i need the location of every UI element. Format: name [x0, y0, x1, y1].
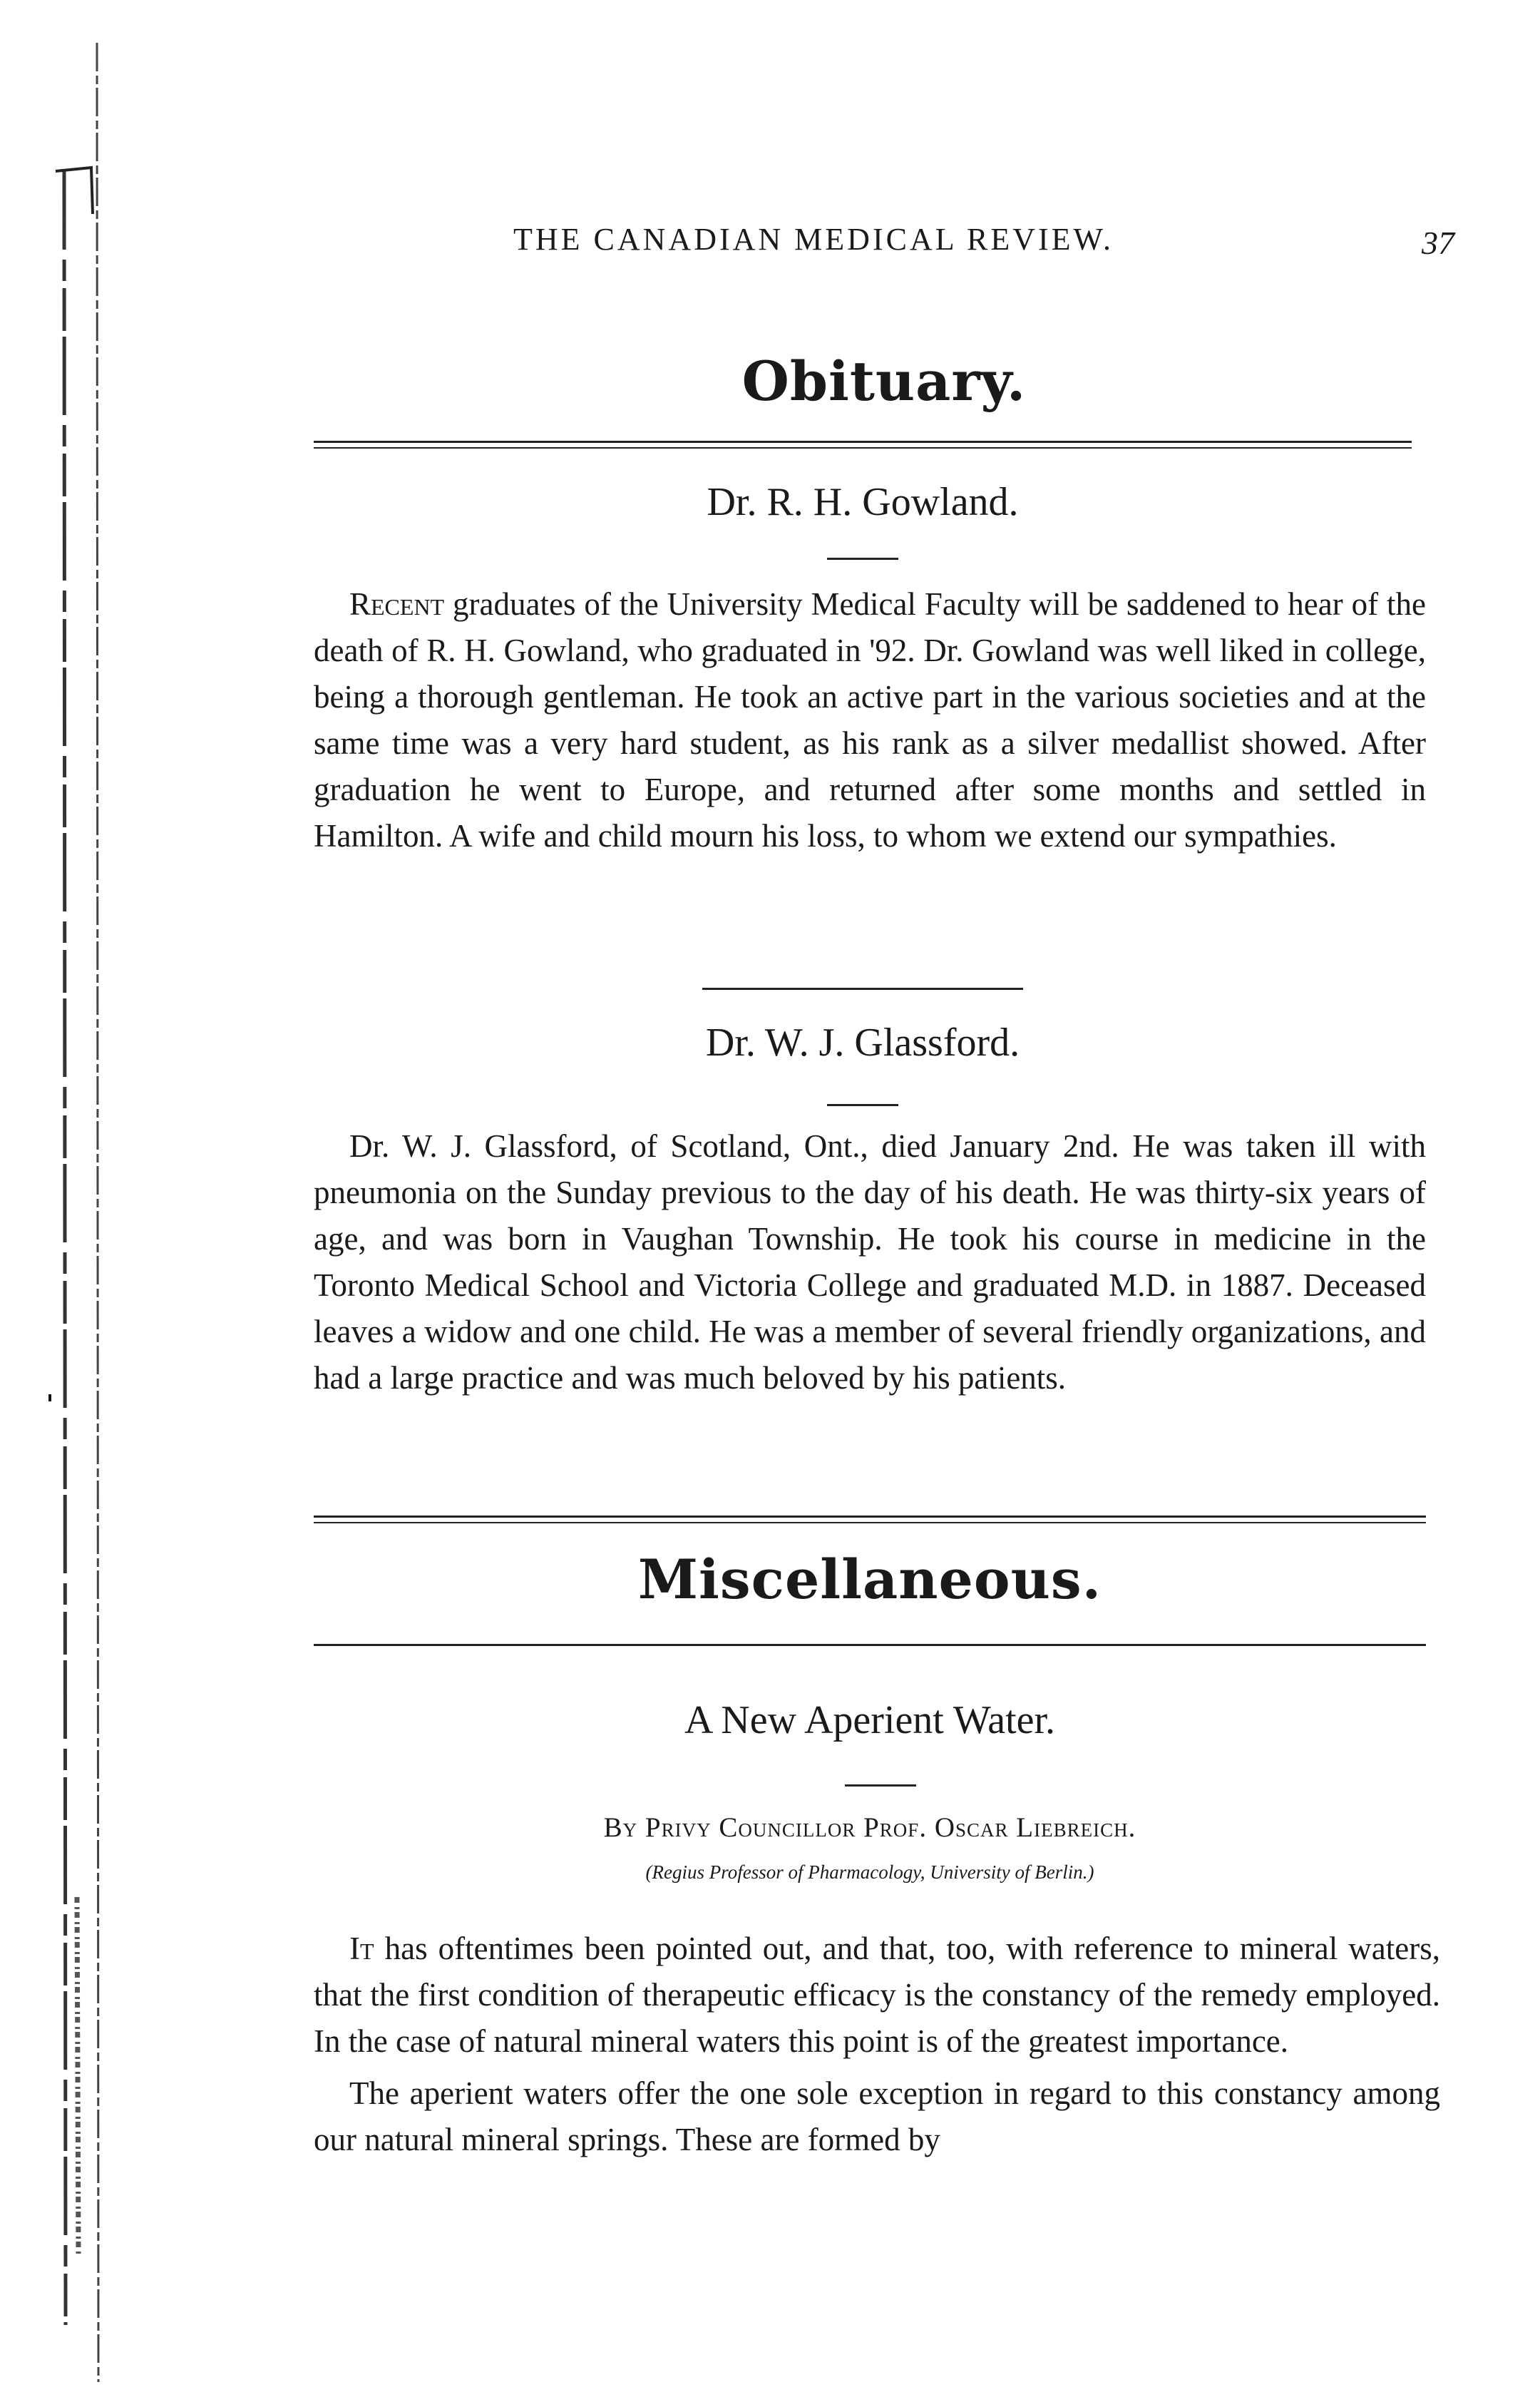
section-separator-rule [314, 1516, 1426, 1518]
paragraph-text: The aperient waters offer the one sole exception in regard to this constancy among our natural mineral springs. These are formed by [314, 2075, 1440, 2157]
running-head [513, 221, 1454, 264]
article-paragraph [314, 1926, 1440, 2065]
heading-rule [827, 558, 898, 560]
paragraph-text: graduates of the University Medical Faculty will be saddened to hear of the death of R. H. Gowland, who graduated in '92. Dr. Gowland was well liked in college, being a thorough gentleman. He took an active part in the various societies and at the same time was a very hard student, as his rank as a silver medallist showed. After graduation he went to Europe, and returned after some months and settled in Hamilton. A wife and child mourn his loss, to whom we extend our sympathies. [314, 586, 1427, 854]
heading-rule [827, 1104, 898, 1106]
paragraph-text: has oftentimes been pointed out, and that, too, with reference to mineral waters, that the first condition of therapeutic efficacy is the constancy of the remedy employed. In the case of natural mineral waters this point is of the greatest importance. [314, 1931, 1441, 2059]
running-title: THE CANADIAN MEDICAL REVIEW. [513, 222, 1114, 257]
lead-word: Recent [349, 586, 445, 622]
article-affiliation: (Regius Professor of Pharmacology, University of Berlin.) [645, 1861, 1094, 1883]
section-rule [314, 1644, 1426, 1646]
paragraph-text: Dr. W. J. Glassford, of Scotland, Ont., died January 2nd. He was taken ill with pneumonia on the Sunday previous to the day of his death. He was thirty-six years of age, and was born in Vaughan Township. He took his course in medicine in the Toronto Medical School and Victoria College and graduated M.D. in 1887. Deceased leaves a widow and one child. He was a member of several friendly organizations, and had a large practice and was much beloved by his patients. [314, 1128, 1426, 1396]
obituary-body-gowland [314, 581, 1426, 859]
article-byline: By Privy Councillor Prof. Oscar Liebreich. [603, 1812, 1136, 1843]
section-title-obituary: Obituary. [741, 349, 1027, 413]
section-title-miscellaneous: Miscellaneous. [637, 1548, 1102, 1611]
entry-separator-rule [702, 988, 1023, 990]
obituary-body-glassford [314, 1123, 1426, 1401]
obituary-heading-gowland: Dr. R. H. Gowland. [707, 480, 1019, 524]
section-rule [314, 441, 1412, 443]
obituary-heading-glassford: Dr. W. J. Glassford. [705, 1021, 1020, 1065]
heading-rule [845, 1784, 916, 1787]
article-body [314, 1926, 1440, 2163]
binding-edge-decoration [41, 43, 106, 2382]
lead-word: It [349, 1931, 374, 1966]
page-number: 37 [1422, 225, 1454, 261]
article-paragraph [314, 2070, 1440, 2163]
article-title: A New Aperient Water. [684, 1698, 1056, 1742]
